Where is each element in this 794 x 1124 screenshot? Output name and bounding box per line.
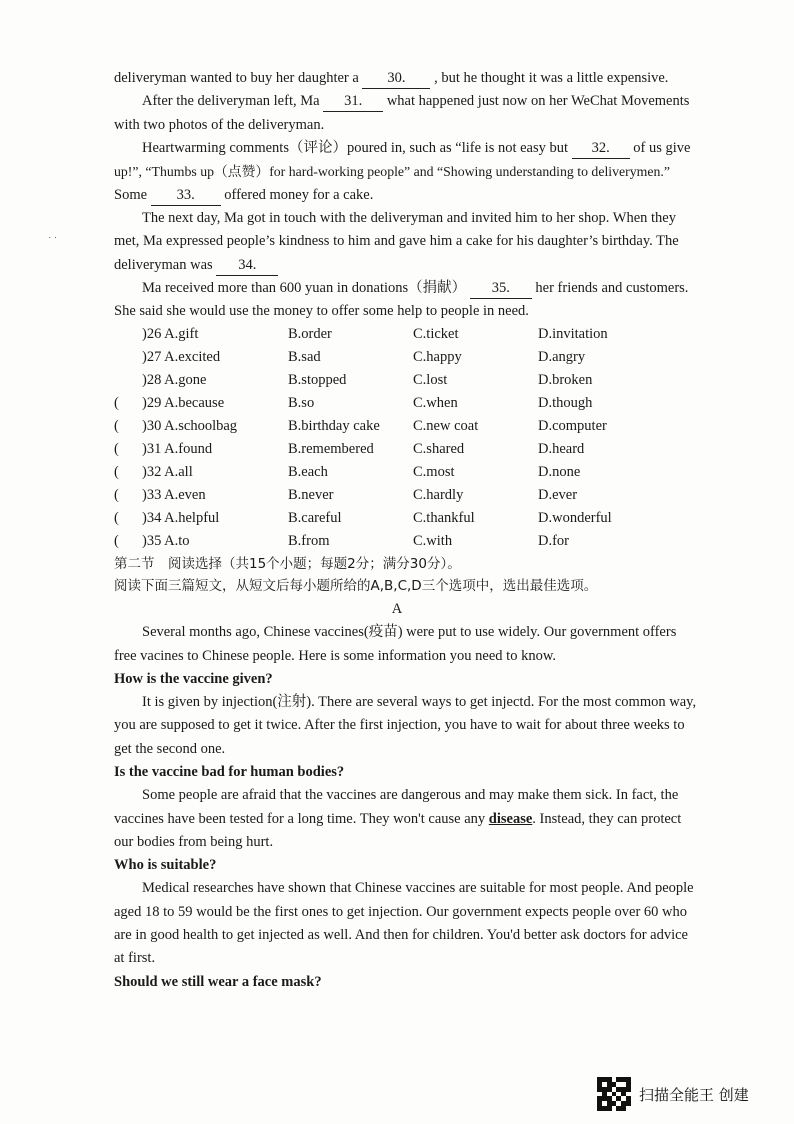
option-c: C.thankful [413, 510, 475, 526]
blank-32: 32. [572, 138, 630, 159]
passage-line: are in good health to get injected as well. And then for children. You'd better ask doctors for advice [114, 927, 688, 943]
cloze-line-11: She said she would use the money to offer some help to people in need. [114, 303, 529, 319]
option-b: B.from [288, 533, 330, 549]
text: , but he thought it was a little expensive. [434, 70, 669, 86]
text: offered money for a cake. [224, 187, 374, 203]
option-c: C.lost [413, 372, 448, 388]
passage-line: get the second one. [114, 741, 226, 757]
option-b: B.remembered [288, 441, 374, 457]
answer-paren[interactable]: ( [114, 418, 119, 434]
question-31 [114, 438, 714, 460]
text: vaccines have been tested for a long time. They won't cause any [114, 811, 486, 827]
option-a: )26 A.gift [142, 326, 199, 342]
passage-heading: Is the vaccine bad for human bodies? [114, 764, 345, 780]
option-c: C.new coat [413, 418, 479, 434]
text: deliveryman wanted to buy her daughter a [114, 70, 359, 86]
cloze-line-1 [114, 68, 694, 89]
question-26 [114, 323, 714, 345]
answer-paren[interactable]: ( [114, 464, 119, 480]
blank-34: 34. [216, 255, 278, 276]
answer-paren[interactable]: ( [114, 487, 119, 503]
cloze-line-5: up!”, “Thumbs up（点赞）for hard-working people” and “Showing understanding to deliverymen.” [114, 164, 670, 179]
question-28 [114, 369, 714, 391]
text: Ma received more than 600 yuan in donations（捐献） [142, 280, 467, 296]
passage-line: Several months ago, Chinese vaccines(疫苗) were put to use widely. Our government offers [142, 624, 677, 640]
option-b: B.so [288, 395, 315, 411]
option-c: C.ticket [413, 326, 459, 342]
question-29 [114, 392, 714, 414]
option-a: )34 A.helpful [142, 510, 220, 526]
option-c: C.with [413, 533, 453, 549]
answer-paren[interactable]: ( [114, 395, 119, 411]
option-a: )31 A.found [142, 441, 213, 457]
passage-line: our bodies from being hurt. [114, 834, 274, 850]
option-b: B.sad [288, 349, 321, 365]
question-32 [114, 461, 714, 483]
option-a: )29 A.because [142, 395, 225, 411]
option-d: D.none [538, 464, 581, 480]
cloze-line-10 [142, 278, 722, 299]
option-c: C.most [413, 464, 455, 480]
passage-line: It is given by injection(注射). There are several ways to get injectd. For the most common way, [142, 694, 697, 710]
option-d: D.computer [538, 418, 607, 434]
option-b: B.birthday cake [288, 418, 380, 434]
passage-line [114, 809, 694, 829]
text: After the deliveryman left, Ma [142, 93, 320, 109]
cloze-line-6 [114, 185, 694, 206]
blank-31: 31. [323, 91, 383, 112]
option-a: )32 A.all [142, 464, 193, 480]
section-instruction: 阅读下面三篇短文，从短文后每小题所给的A,B,C,D三个选项中，选出最佳选项。 [114, 578, 598, 594]
option-d: D.ever [538, 487, 578, 503]
option-c: C.hardly [413, 487, 464, 503]
option-d: D.for [538, 533, 570, 549]
text: . Instead, they can protect [532, 811, 682, 827]
option-a: )35 A.to [142, 533, 190, 549]
answer-paren[interactable]: ( [114, 510, 119, 526]
question-30 [114, 415, 714, 437]
option-d: D.invitation [538, 326, 608, 342]
option-d: D.wonderful [538, 510, 612, 526]
scan-speck: ˙ ˙ [48, 236, 58, 247]
passage-label: A [391, 601, 403, 617]
cloze-line-3: with two photos of the deliveryman. [114, 117, 325, 133]
passage-heading: Should we still wear a face mask? [114, 974, 322, 990]
option-b: B.never [288, 487, 334, 503]
option-c: C.happy [413, 349, 462, 365]
passage-heading: Who is suitable? [114, 857, 217, 873]
scanner-app-name: 扫描全能王 创建 [639, 1085, 749, 1104]
text: Some [114, 187, 148, 203]
question-34 [114, 507, 714, 529]
option-a: )28 A.gone [142, 372, 207, 388]
option-d: D.angry [538, 349, 586, 365]
cloze-line-9 [114, 255, 694, 276]
blank-35: 35. [470, 278, 532, 299]
option-b: B.order [288, 326, 332, 342]
scanner-watermark [597, 1077, 749, 1111]
option-b: B.careful [288, 510, 342, 526]
answer-paren[interactable]: ( [114, 441, 119, 457]
option-b: B.stopped [288, 372, 347, 388]
underlined-word: disease [488, 811, 533, 827]
question-33 [114, 484, 714, 506]
option-c: C.shared [413, 441, 465, 457]
option-b: B.each [288, 464, 328, 480]
answer-paren[interactable]: ( [114, 533, 119, 549]
passage-heading: How is the vaccine given? [114, 671, 273, 687]
question-27 [114, 346, 714, 368]
option-a: )27 A.excited [142, 349, 221, 365]
passage-line: free vacines to Chinese people. Here is some information you need to know. [114, 648, 556, 664]
qr-code-icon [597, 1077, 631, 1111]
option-a: )30 A.schoolbag [142, 418, 238, 434]
section-title: 第二节 阅读选择（共15个小题；每题2分；满分30分）。 [114, 556, 461, 572]
option-d: D.though [538, 395, 593, 411]
passage-line: Medical researches have shown that Chinese vaccines are suitable for most people. And people [142, 880, 694, 896]
text: Heartwarming comments（评论）poured in, such as “life is not easy but [142, 140, 569, 156]
passage-line: Some people are afraid that the vaccines are dangerous and may make them sick. In fact, the [142, 787, 679, 803]
option-d: D.heard [538, 441, 585, 457]
text: her friends and customers. [535, 280, 689, 296]
passage-line: at first. [114, 950, 156, 966]
option-c: C.when [413, 395, 458, 411]
cloze-line-7: The next day, Ma got in touch with the deliveryman and invited him to her shop. When they [142, 210, 676, 226]
text: deliveryman was [114, 257, 213, 273]
cloze-line-4 [142, 138, 722, 159]
option-d: D.broken [538, 372, 593, 388]
cloze-line-8: met, Ma expressed people’s kindness to him and gave him a cake for his daughter’s birthday. The [114, 233, 679, 249]
text: what happened just now on her WeChat Movements [386, 93, 690, 109]
cloze-line-2 [142, 91, 722, 112]
option-a: )33 A.even [142, 487, 206, 503]
text: of us give [633, 140, 691, 156]
blank-33: 33. [151, 185, 221, 206]
passage-line: aged 18 to 59 would be the first ones to get injection. Our government expects people over 60 who [114, 904, 688, 920]
passage-line: you are supposed to get it twice. After the first injection, you have to wait for about three weeks to [114, 717, 685, 733]
question-35 [114, 530, 714, 552]
blank-30: 30. [362, 68, 430, 89]
